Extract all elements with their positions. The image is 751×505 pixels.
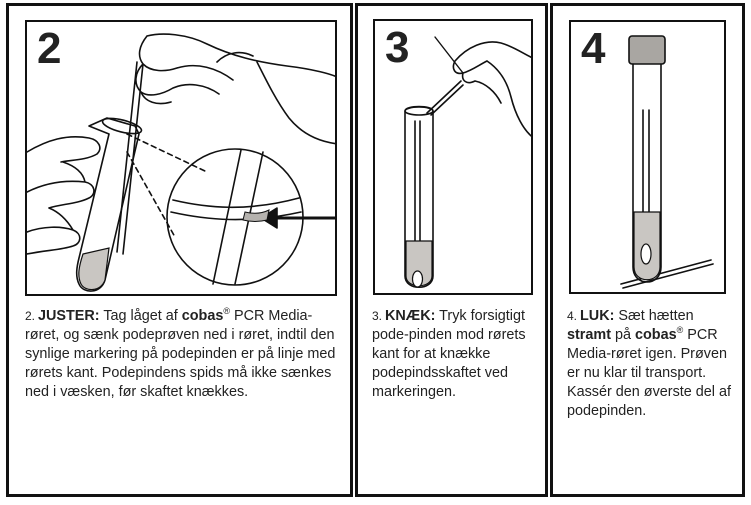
step-4-text-1: Sæt hætten bbox=[618, 308, 694, 324]
step-2-number: 2 bbox=[37, 24, 62, 73]
step-4-strong: stramt bbox=[567, 327, 611, 343]
swab-marking bbox=[243, 210, 269, 222]
step-4-illustration bbox=[569, 20, 726, 294]
step-2-instruction bbox=[25, 307, 340, 402]
step-4-text-3: PCR Media-røret igen. Prøven er nu klar til transport. Kassér den øverste del af podepinden. bbox=[567, 327, 731, 419]
step-2-keyword: JUSTER: bbox=[38, 308, 100, 324]
step-3-instruction bbox=[372, 307, 537, 402]
step-4-brand: cobas bbox=[635, 327, 677, 343]
step-3-text-1: Tryk forsigtigt pode-pinden mod rørets kant for at knække podepindsskaftet ved markeringen. bbox=[372, 308, 526, 400]
registered-mark: ® bbox=[676, 325, 684, 336]
step-3-panel bbox=[355, 3, 548, 497]
registered-mark: ® bbox=[223, 306, 230, 317]
lower-hand-icon bbox=[27, 137, 100, 254]
step-3-number: 3 bbox=[385, 23, 410, 72]
step-4-text-2: på bbox=[615, 327, 632, 343]
step-3-illustration bbox=[373, 19, 533, 295]
tube-cap-icon bbox=[629, 36, 665, 64]
step-2-lead: 2. bbox=[25, 309, 36, 323]
step-3-lead: 3. bbox=[372, 309, 383, 323]
step-2-illustration bbox=[25, 20, 337, 296]
step-4-panel bbox=[550, 3, 745, 497]
step-3-keyword: KNÆK: bbox=[385, 308, 436, 324]
step-4-number: 4 bbox=[581, 24, 606, 73]
step-4-keyword: LUK: bbox=[580, 308, 615, 324]
step-3-drawing bbox=[375, 21, 533, 295]
step-4-drawing bbox=[571, 22, 726, 294]
upper-hand-icon bbox=[136, 34, 337, 103]
step-2-drawing bbox=[27, 22, 337, 296]
step-2-text-2: PCR Media-røret, og sænk podeprøven ned i røret, indtil den synlige markering på podepinden er på linje med rørets kant. Podepindens spids må ikke sænkes ned i væsken, før skaftet knækkes. bbox=[25, 308, 336, 400]
step-4-instruction bbox=[567, 307, 739, 421]
step-2-brand: cobas bbox=[181, 308, 224, 324]
hand-icon bbox=[453, 42, 533, 139]
step-2-panel bbox=[6, 3, 353, 497]
step-4-lead: 4. bbox=[567, 309, 578, 323]
step-2-text-1: Tag låget af bbox=[103, 308, 178, 324]
